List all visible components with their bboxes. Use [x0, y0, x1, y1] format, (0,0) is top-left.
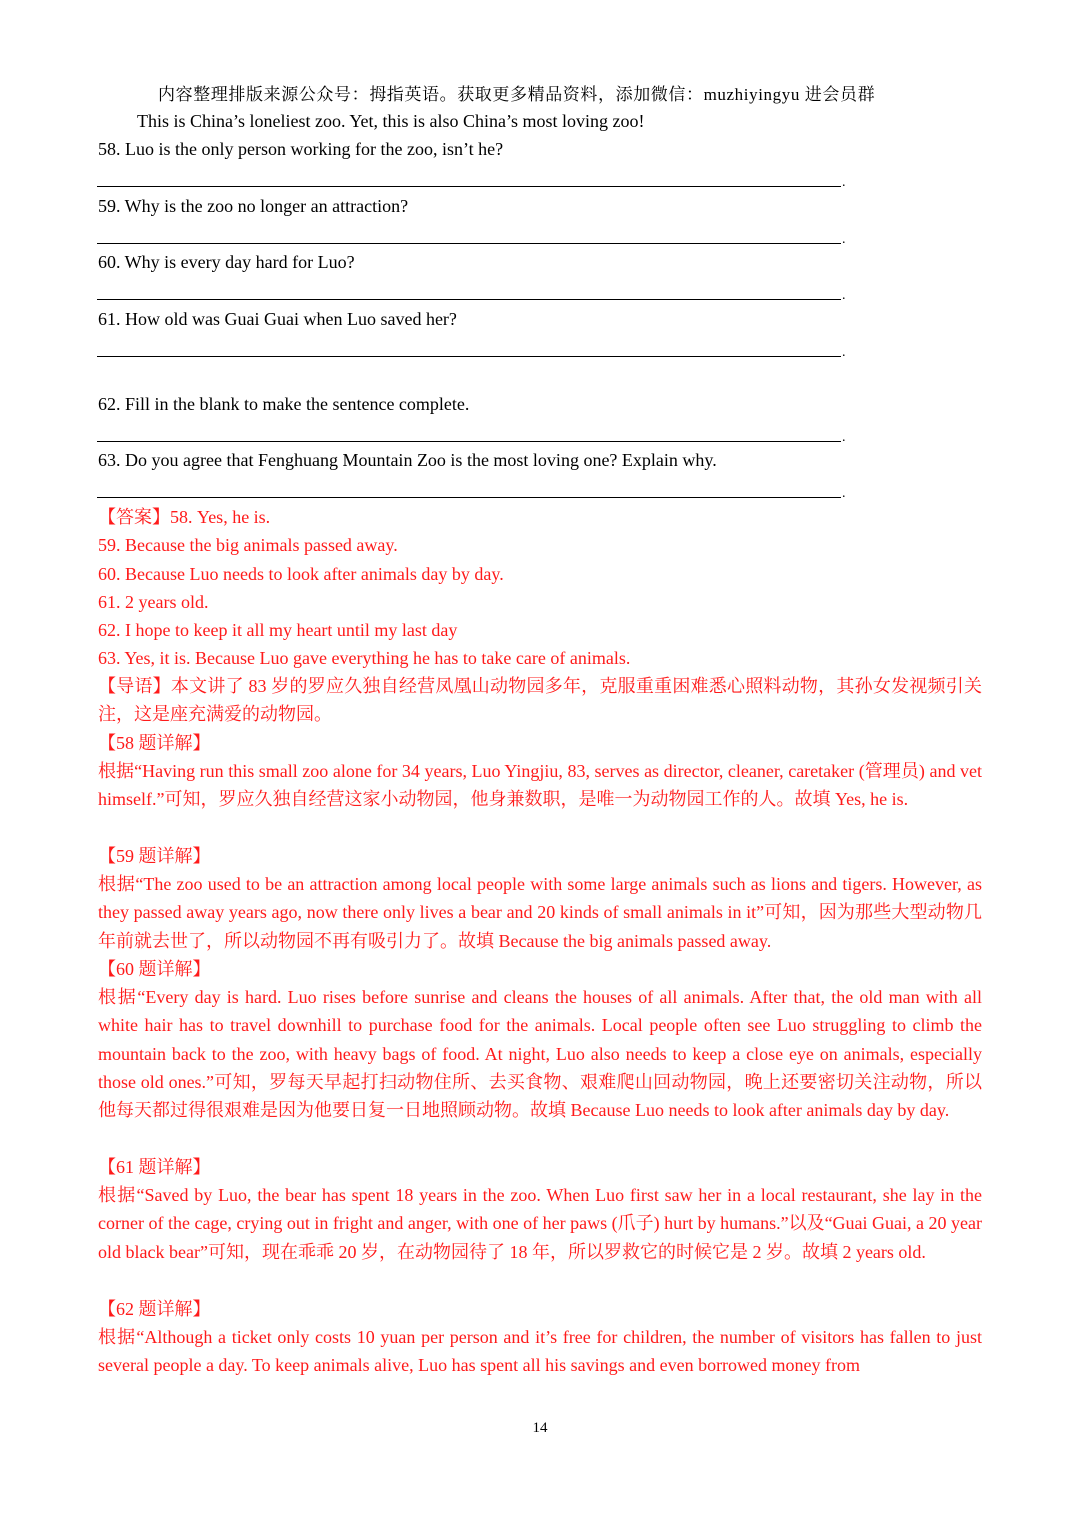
- answer-63: 63. Yes, it is. Because Luo gave everything he has to take care of animals.: [98, 648, 631, 668]
- answer-60: 60. Because Luo needs to look after animals day by day.: [98, 564, 504, 584]
- answer-line-60[interactable]: [97, 299, 841, 300]
- answer-line-58[interactable]: [97, 186, 841, 187]
- detail-60-title: 【60 题详解】: [98, 959, 211, 979]
- blank-end-59: .: [842, 232, 846, 247]
- answer-59: 59. Because the big animals passed away.: [98, 535, 398, 555]
- detail-61-title: 【61 题详解】: [98, 1157, 211, 1177]
- question-59: 59. Why is the zoo no longer an attraction?: [98, 196, 409, 216]
- detail-62-text: 根据“Although a ticket only costs 10 yuan per person and it’s free for children, the number of visitors has fallen to just several people a day. To keep animals alive, Luo has spent all his savings and even borrowed money from: [98, 1327, 982, 1376]
- blank-end-60: .: [842, 288, 846, 303]
- guide-paragraph: 【导语】本文讲了 83 岁的罗应久独自经营凤凰山动物园多年，克服重重困难悉心照料动物，其孙女发视频引关注，这是座充满爱的动物园。: [98, 676, 982, 725]
- detail-59-text: 根据“The zoo used to be an attraction among local people with some large animals such as lions and tigers. However, as they passed away years ago, now there only lives a bear and 20 kinds of small animals in it”可知，因为那些大型动物几年前就去世了，所以动物园不再有吸引力了。故填 Because the big animals passed away.: [98, 874, 982, 951]
- answer-62: 62. I hope to keep it all my heart until my last day: [98, 620, 458, 640]
- detail-59-title: 【59 题详解】: [98, 846, 211, 866]
- page-number: 14: [532, 1420, 548, 1436]
- answer-58: 【答案】58. Yes, he is.: [98, 507, 271, 527]
- blank-end-63: .: [842, 486, 846, 501]
- question-58: 58. Luo is the only person working for the zoo, isn’t he?: [98, 139, 504, 159]
- detail-61-text: 根据“Saved by Luo, the bear has spent 18 years in the zoo. When Luo first saw her in a local restaurant, she lay in the corner of the cage, crying out in fright and anger, with one of her paws (爪子) hurt by humans.”以及“Guai Guai, a 20 year old black bear”可知，现在乖乖 20 岁，在动物园待了 18 年，所以罗救它的时候它是 2 岁。故填 2 years old.: [98, 1185, 982, 1262]
- answer-line-61[interactable]: [97, 356, 841, 357]
- source-header: 内容整理排版来源公众号：拇指英语。获取更多精品资料，添加微信：muzhiyingyu 进会员群: [158, 85, 876, 104]
- question-63: 63. Do you agree that Fenghuang Mountain Zoo is the most loving one? Explain why.: [98, 450, 717, 470]
- answer-61: 61. 2 years old.: [98, 592, 209, 612]
- question-60: 60. Why is every day hard for Luo?: [98, 252, 355, 272]
- answer-line-63[interactable]: [97, 497, 841, 498]
- detail-58-title: 【58 题详解】: [98, 733, 211, 753]
- question-62: 62. Fill in the blank to make the sentence complete.: [98, 394, 470, 414]
- detail-58-text: 根据“Having run this small zoo alone for 34 years, Luo Yingjiu, 83, serves as director, cleaner, caretaker (管理员) and vet himself.”可知，罗应久独自经营这家小动物园，他身兼数职，是唯一为动物园工作的人。故填 Yes, he is.: [98, 761, 982, 810]
- answer-line-62[interactable]: [97, 441, 841, 442]
- blank-end-62: .: [842, 430, 846, 445]
- intro-sentence: This is China’s loneliest zoo. Yet, this is also China’s most loving zoo!: [137, 111, 645, 131]
- detail-62-title: 【62 题详解】: [98, 1299, 211, 1319]
- detail-60-text: 根据“Every day is hard. Luo rises before sunrise and cleans the houses of all animals. After that, the old man with all white hair has to travel downhill to purchase food for the animals. Local people often see Luo struggling to climb the mountain back to the zoo, with heavy bags of food. At night, Luo also needs to keep a close eye on animals, especially those old ones.”可知，罗每天早起打扫动物住所、去买食物、艰难爬山回动物园，晚上还要密切关注动物，所以他每天都过得很艰难是因为他要日复一日地照顾动物。故填 Because Luo needs to look after animals day by day.: [98, 987, 982, 1121]
- question-61: 61. How old was Guai Guai when Luo saved her?: [98, 309, 457, 329]
- blank-end-61: .: [842, 345, 846, 360]
- blank-end-58: .: [842, 175, 846, 190]
- answer-line-59[interactable]: [97, 243, 841, 244]
